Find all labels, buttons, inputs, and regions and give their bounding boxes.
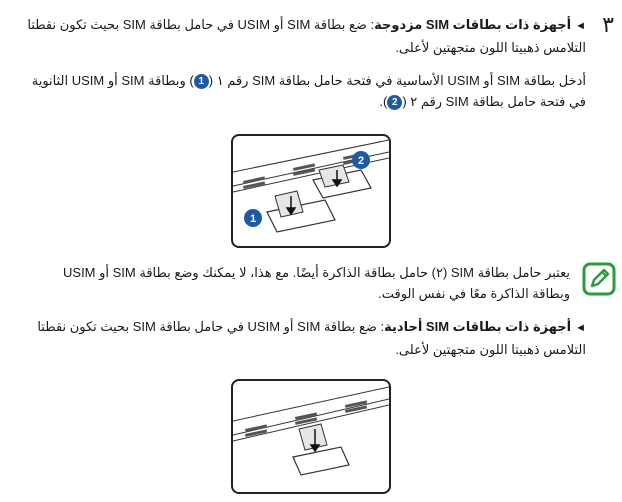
dual-sim-paragraph (16, 14, 586, 58)
insert-text-2: ) وبطاقة SIM أو USIM الثانوية في فتحة حامل بطاقة SIM رقم ٢ ( (31, 73, 586, 109)
single-sim-text: : ضع بطاقة SIM أو USIM في حامل بطاقة SIM بحيث تكون نقطتا التلامس ذهبيتا اللون متجهتين لأعلى. (37, 319, 586, 357)
slot-2-badge: 2 (387, 95, 402, 110)
figure-badge-1-label: 1 (249, 213, 257, 225)
figure-badge-2-label: 2 (357, 155, 365, 167)
slot-1-badge: 1 (194, 74, 209, 89)
note-pencil-icon (582, 262, 616, 296)
dual-sim-title: أجهزة ذات بطاقات SIM مزدوجة (374, 17, 572, 32)
single-sim-paragraph (16, 316, 586, 360)
insert-paragraph (16, 70, 586, 112)
insert-text-3: ). (379, 94, 388, 109)
dual-sim-text: : ضع بطاقة SIM أو USIM في حامل بطاقة SIM بحيث تكون نقطتا التلامس ذهبيتا اللون متجهتين لأعلى. (27, 17, 586, 55)
insert-text-1: أدخل بطاقة SIM أو USIM الأساسية في فتحة حامل بطاقة SIM رقم ١ ( (208, 73, 586, 88)
single-sim-tray-illustration (231, 379, 391, 494)
dual-sim-tray-drawing (233, 136, 389, 246)
bullet-arrow-icon: ◄ (575, 322, 586, 334)
note-text: يعتبر حامل بطاقة SIM (٢) حامل بطاقة الذاكرة أيضًا. مع هذا، لا يمكنك وضع بطاقة SIM أو USIM وبطاقة الذاكرة معًا في نفس الوقت. (63, 265, 570, 301)
single-sim-title: أجهزة ذات بطاقات SIM أحادية (384, 319, 572, 334)
single-sim-tray-drawing (233, 381, 389, 492)
bullet-arrow-icon: ◄ (575, 20, 586, 32)
dual-sim-tray-illustration (231, 134, 391, 248)
step-number: ٣ (602, 12, 614, 37)
